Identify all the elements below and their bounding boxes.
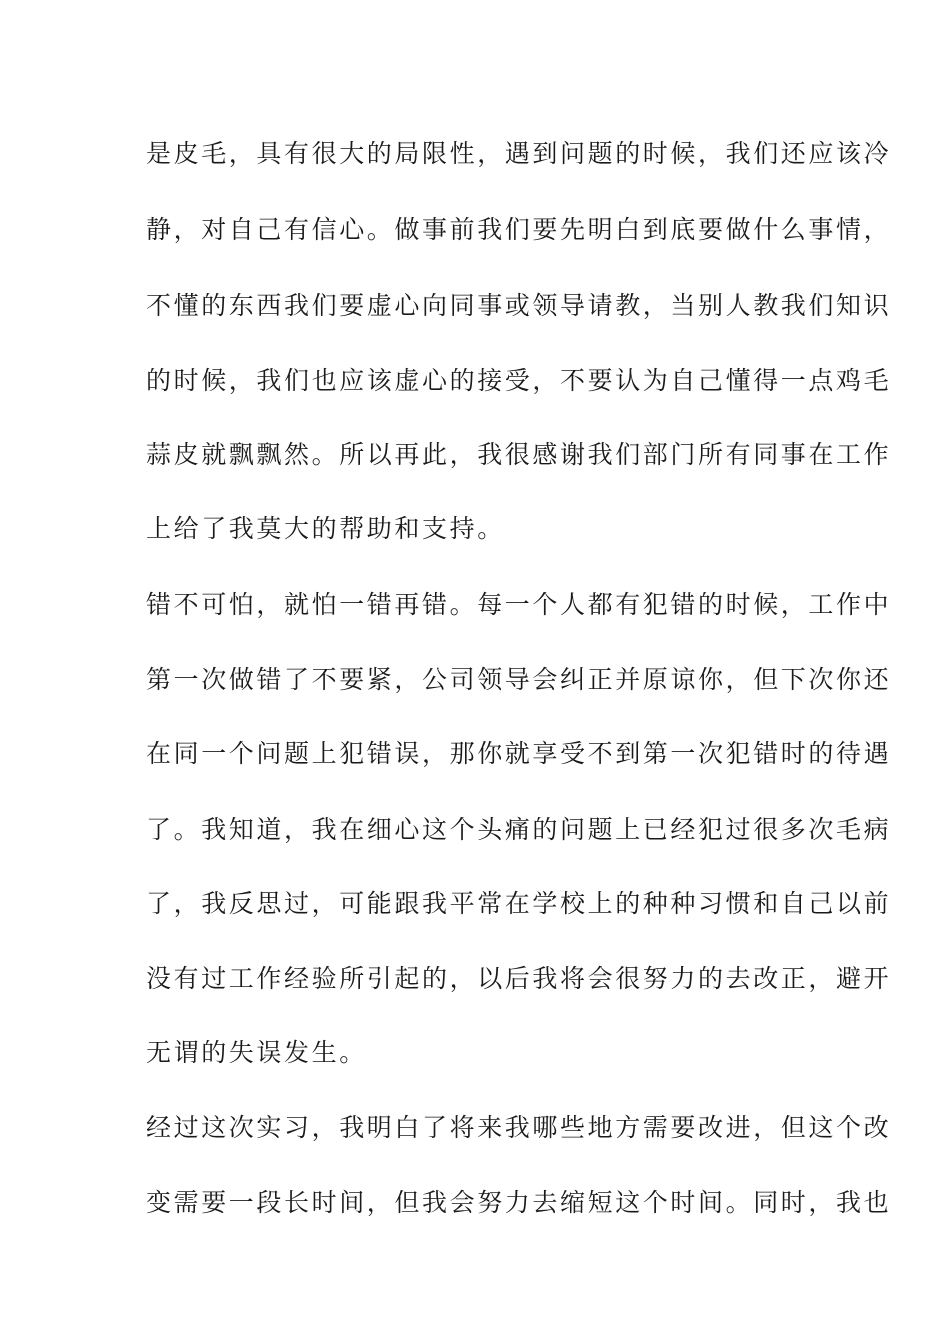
text-line: 蒜皮就飘飘然。所以再此，我很感谢我们部门所有同事在工作 xyxy=(146,440,892,469)
text-line: 上给了我莫大的帮助和支持。 xyxy=(146,514,505,543)
text-line: 在同一个问题上犯错误，那你就享受不到第一次犯错时的待遇 xyxy=(146,739,892,768)
text-line: 的时候，我们也应该虚心的接受，不要认为自己懂得一点鸡毛 xyxy=(146,366,892,395)
text-line: 是皮毛，具有很大的局限性，遇到问题的时候，我们还应该冷 xyxy=(146,139,892,168)
text-line: 了。我知道，我在细心这个头痛的问题上已经犯过很多次毛病 xyxy=(146,815,892,844)
text-line: 了，我反思过，可能跟我平常在学校上的种种习惯和自己以前 xyxy=(146,889,892,918)
text-line: 错不可怕，就怕一错再错。每一个人都有犯错的时候，工作中 xyxy=(146,590,892,619)
text-line: 静，对自己有信心。做事前我们要先明白到底要做什么事情， xyxy=(146,215,892,244)
text-line: 经过这次实习，我明白了将来我哪些地方需要改进，但这个改 xyxy=(146,1113,892,1142)
text-line: 不懂的东西我们要虚心向同事或领导请教，当别人教我们知识 xyxy=(146,291,892,320)
text-line: 变需要一段长时间，但我会努力去缩短这个时间。同时，我也 xyxy=(146,1188,892,1217)
text-line: 没有过工作经验所引起的，以后我将会很努力的去改正，避开 xyxy=(146,964,892,993)
text-line: 无谓的失误发生。 xyxy=(146,1038,367,1067)
text-line: 第一次做错了不要紧，公司领导会纠正并原谅你，但下次你还 xyxy=(146,665,892,694)
